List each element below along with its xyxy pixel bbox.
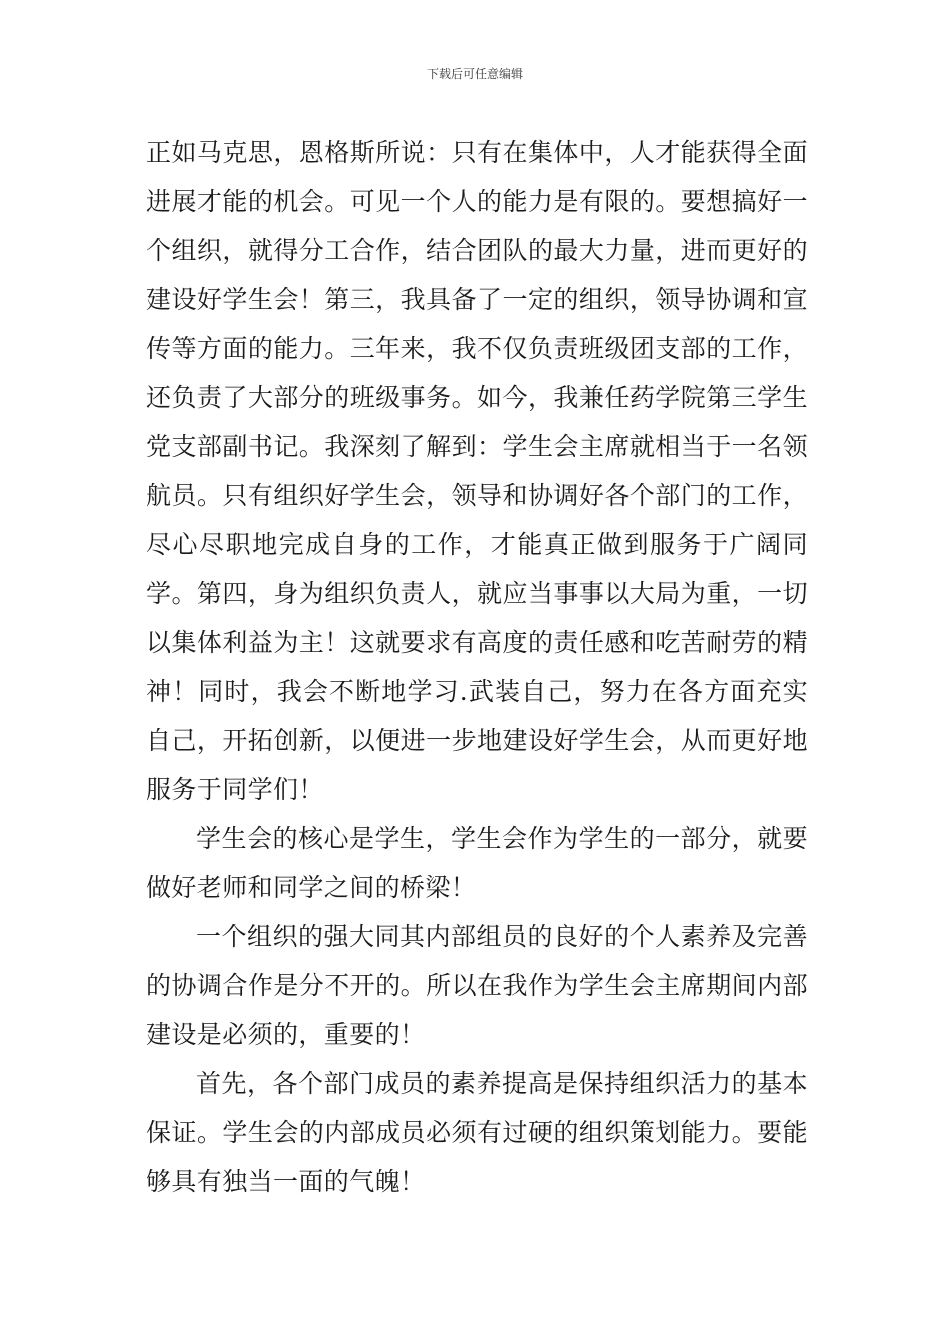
paragraph-1: 正如马克思，恩格斯所说：只有在集体中，人才能获得全面进展才能的机会。可见一个人的能力是有限的。要想搞好一个组织，就得分工合作，结合团队的最大力量，进而更好的建设好学生会！第三，我具备了一定的组织，领导协调和宣传等方面的能力。三年来，我不仅负责班级团支部的工作，还负责了大部分的班级事务。如今，我兼任药学院第三学生党支部副书记。我深刻了解到：学生会主席就相当于一名领航员。只有组织好学生会，领导和协调好各个部门的工作，尽心尽职地完成自身的工作，才能真正做到服务于广阔同学。第四，身为组织负责人，就应当事事以大局为重，一切以集体利益为主！这就要求有高度的责任感和吃苦耐劳的精神！同时，我会不断地学习.武装自己，努力在各方面充实自己，开拓创新，以便进一步地建设好学生会，从而更好地服务于同学们！ [146,138,808,804]
header-note: 下载后可任意编辑 [426,67,523,81]
paragraph-2: 学生会的核心是学生，学生会作为学生的一部分，就要做好老师和同学之间的桥梁！ [146,824,808,902]
paragraph-3: 一个组织的强大同其内部组员的良好的个人素养及完善的协调合作是分不开的。所以在我作为学生会主席期间内部建设是必须的，重要的！ [146,922,808,1049]
paragraph-4: 首先，各个部门成员的素养提高是保持组织活力的基本保证。学生会的内部成员必须有过硬的组织策划能力。要能够具有独当一面的气魄！ [146,1069,808,1196]
body-text [146,128,808,1206]
